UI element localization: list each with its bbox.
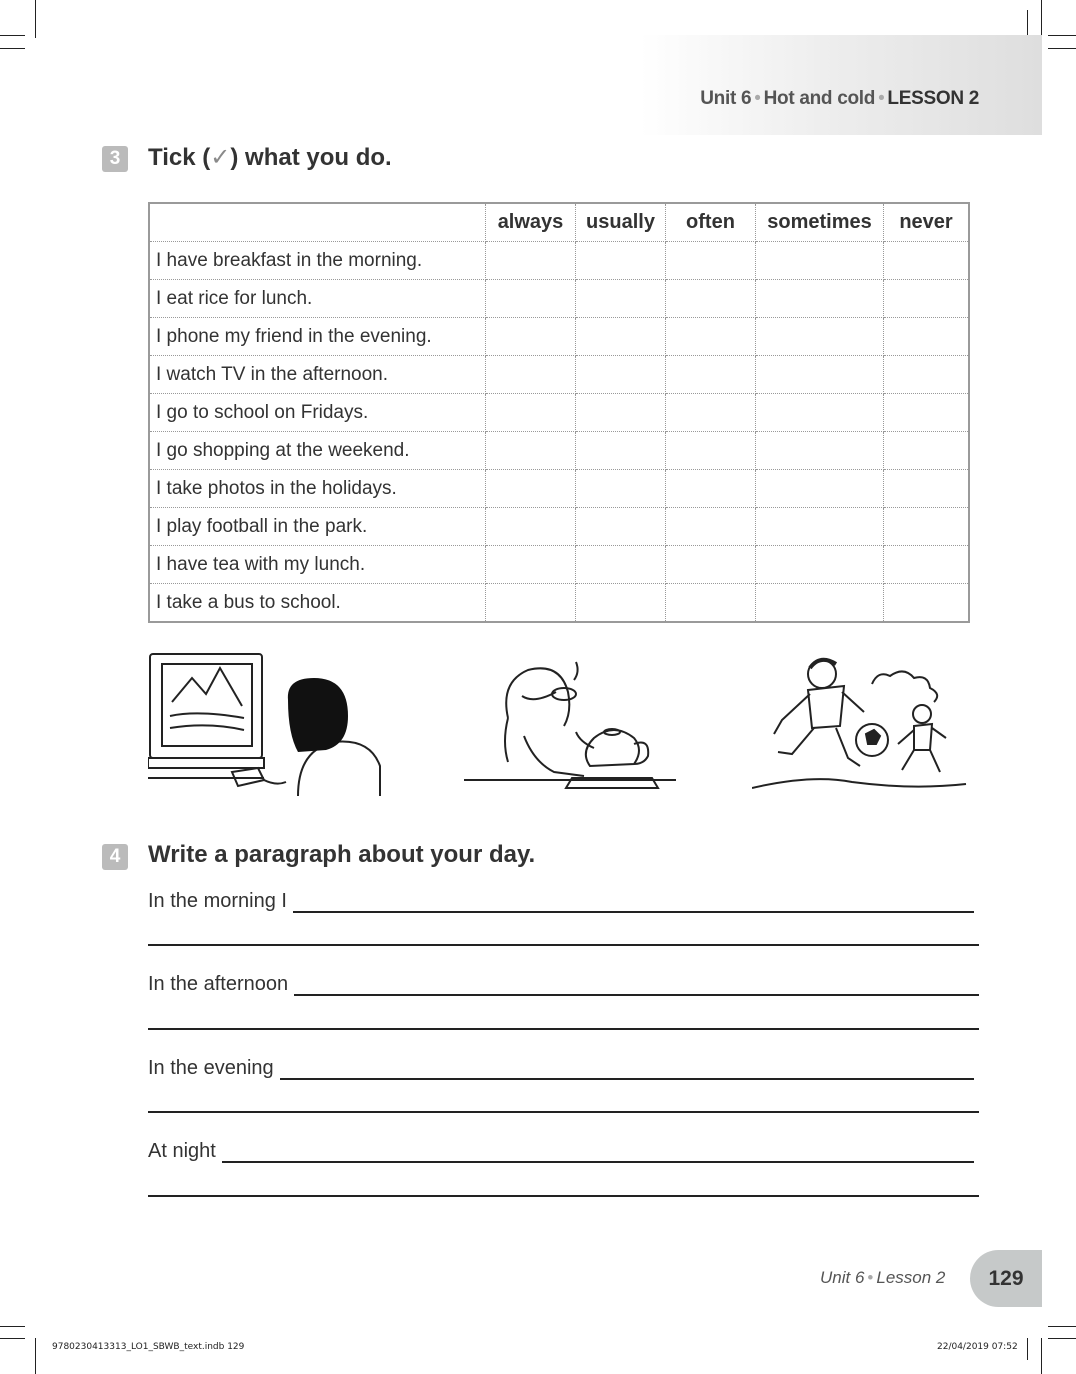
- tick-cell-often[interactable]: [666, 546, 756, 584]
- table-header-row: [149, 203, 969, 242]
- tick-cell-sometimes[interactable]: [756, 432, 884, 470]
- tick-cell-often[interactable]: [666, 432, 756, 470]
- tick-cell-always[interactable]: [486, 242, 576, 280]
- football-illustration: [752, 654, 967, 794]
- slug-filename: 9780230413313_LO1_SBWB_text.indb 129: [52, 1342, 245, 1352]
- tick-cell-often[interactable]: [666, 242, 756, 280]
- tick-cell-often[interactable]: [666, 584, 756, 623]
- exercise-3-number: 3: [102, 146, 128, 172]
- tick-cell-usually[interactable]: [576, 280, 666, 318]
- prompt-night: At night: [148, 1140, 216, 1162]
- writing-line[interactable]: [148, 944, 979, 946]
- tv-watching-illustration: [148, 638, 383, 796]
- tick-cell-never[interactable]: [884, 470, 970, 508]
- writing-line-night[interactable]: [148, 1140, 974, 1163]
- tick-cell-always[interactable]: [486, 280, 576, 318]
- row-sentence: I phone my friend in the evening.: [149, 318, 486, 356]
- header-band: [640, 35, 1042, 135]
- tick-cell-sometimes[interactable]: [756, 508, 884, 546]
- writing-line-evening[interactable]: [148, 1057, 974, 1080]
- tick-cell-often[interactable]: [666, 394, 756, 432]
- row-sentence: I go shopping at the weekend.: [149, 432, 486, 470]
- row-sentence: I eat rice for lunch.: [149, 280, 486, 318]
- prompt-afternoon: In the afternoon: [148, 973, 289, 995]
- tick-cell-always[interactable]: [486, 318, 576, 356]
- tick-cell-always[interactable]: [486, 546, 576, 584]
- writing-line[interactable]: [148, 1195, 979, 1197]
- tick-cell-always[interactable]: [486, 584, 576, 623]
- footer-label: Unit 6 • Lesson 2: [820, 1268, 946, 1287]
- tick-cell-usually[interactable]: [576, 432, 666, 470]
- tick-cell-usually[interactable]: [576, 470, 666, 508]
- tick-cell-always[interactable]: [486, 432, 576, 470]
- column-header-never: never: [884, 203, 970, 242]
- tick-cell-sometimes[interactable]: [756, 470, 884, 508]
- tick-cell-sometimes[interactable]: [756, 280, 884, 318]
- tick-cell-never[interactable]: [884, 280, 970, 318]
- table-row: [149, 318, 969, 356]
- table-row: [149, 356, 969, 394]
- row-sentence: I go to school on Fridays.: [149, 394, 486, 432]
- tick-cell-usually[interactable]: [576, 546, 666, 584]
- prompt-evening: In the evening: [148, 1057, 274, 1079]
- tick-cell-never[interactable]: [884, 432, 970, 470]
- row-sentence: I play football in the park.: [149, 508, 486, 546]
- tick-cell-never[interactable]: [884, 242, 970, 280]
- tick-cell-sometimes[interactable]: [756, 546, 884, 584]
- exercise-3-title: Tick (✓) what you do.: [148, 144, 392, 171]
- tick-cell-always[interactable]: [486, 394, 576, 432]
- tick-cell-usually[interactable]: [576, 584, 666, 623]
- tick-cell-sometimes[interactable]: [756, 584, 884, 623]
- running-header: Unit 6 • Hot and cold • LESSON 2: [700, 88, 979, 109]
- table-row: [149, 394, 969, 432]
- tick-cell-often[interactable]: [666, 280, 756, 318]
- row-sentence: I watch TV in the afternoon.: [149, 356, 486, 394]
- table-row: [149, 546, 969, 584]
- tick-cell-always[interactable]: [486, 508, 576, 546]
- tick-cell-never[interactable]: [884, 584, 970, 623]
- tick-cell-usually[interactable]: [576, 394, 666, 432]
- exercise-4-number: 4: [102, 844, 128, 870]
- writing-line[interactable]: [148, 1111, 979, 1113]
- column-header-usually: usually: [576, 203, 666, 242]
- row-sentence: I have breakfast in the morning.: [149, 242, 486, 280]
- table-row: [149, 470, 969, 508]
- tick-cell-sometimes[interactable]: [756, 356, 884, 394]
- tick-cell-usually[interactable]: [576, 508, 666, 546]
- tick-cell-never[interactable]: [884, 508, 970, 546]
- table-row: [149, 242, 969, 280]
- tick-cell-never[interactable]: [884, 546, 970, 584]
- column-header-often: often: [666, 203, 756, 242]
- tick-cell-never[interactable]: [884, 356, 970, 394]
- tick-cell-never[interactable]: [884, 318, 970, 356]
- tick-cell-often[interactable]: [666, 508, 756, 546]
- tick-cell-sometimes[interactable]: [756, 318, 884, 356]
- table-row: [149, 584, 969, 623]
- table-row: [149, 508, 969, 546]
- row-sentence: I take photos in the holidays.: [149, 470, 486, 508]
- header-unit: Unit 6: [700, 88, 752, 109]
- writing-line-afternoon[interactable]: [148, 973, 979, 996]
- table-header-blank: [149, 203, 486, 242]
- page-number: 129: [970, 1250, 1042, 1307]
- tick-cell-often[interactable]: [666, 470, 756, 508]
- row-sentence: I take a bus to school.: [149, 584, 486, 623]
- writing-line[interactable]: [148, 1028, 979, 1030]
- tick-cell-often[interactable]: [666, 318, 756, 356]
- tick-cell-usually[interactable]: [576, 356, 666, 394]
- header-lesson: LESSON 2: [887, 88, 979, 109]
- tick-cell-always[interactable]: [486, 356, 576, 394]
- tick-cell-never[interactable]: [884, 394, 970, 432]
- prompt-morning: In the morning I: [148, 890, 287, 912]
- tick-icon: ✓: [210, 144, 231, 171]
- exercise-4-title: Write a paragraph about your day.: [148, 841, 536, 868]
- frequency-table: [148, 202, 970, 623]
- tea-drinking-illustration: [464, 652, 679, 794]
- tick-cell-often[interactable]: [666, 356, 756, 394]
- table-row: [149, 280, 969, 318]
- header-topic: Hot and cold: [763, 88, 876, 109]
- slug-date: 22/04/2019 07:52: [937, 1342, 1018, 1352]
- tick-cell-sometimes[interactable]: [756, 242, 884, 280]
- column-header-sometimes: sometimes: [756, 203, 884, 242]
- writing-line-morning[interactable]: [148, 890, 974, 913]
- row-sentence: I have tea with my lunch.: [149, 546, 486, 584]
- tick-cell-always[interactable]: [486, 470, 576, 508]
- column-header-always: always: [486, 203, 576, 242]
- tick-cell-usually[interactable]: [576, 242, 666, 280]
- tick-cell-usually[interactable]: [576, 318, 666, 356]
- tick-cell-sometimes[interactable]: [756, 394, 884, 432]
- table-row: [149, 432, 969, 470]
